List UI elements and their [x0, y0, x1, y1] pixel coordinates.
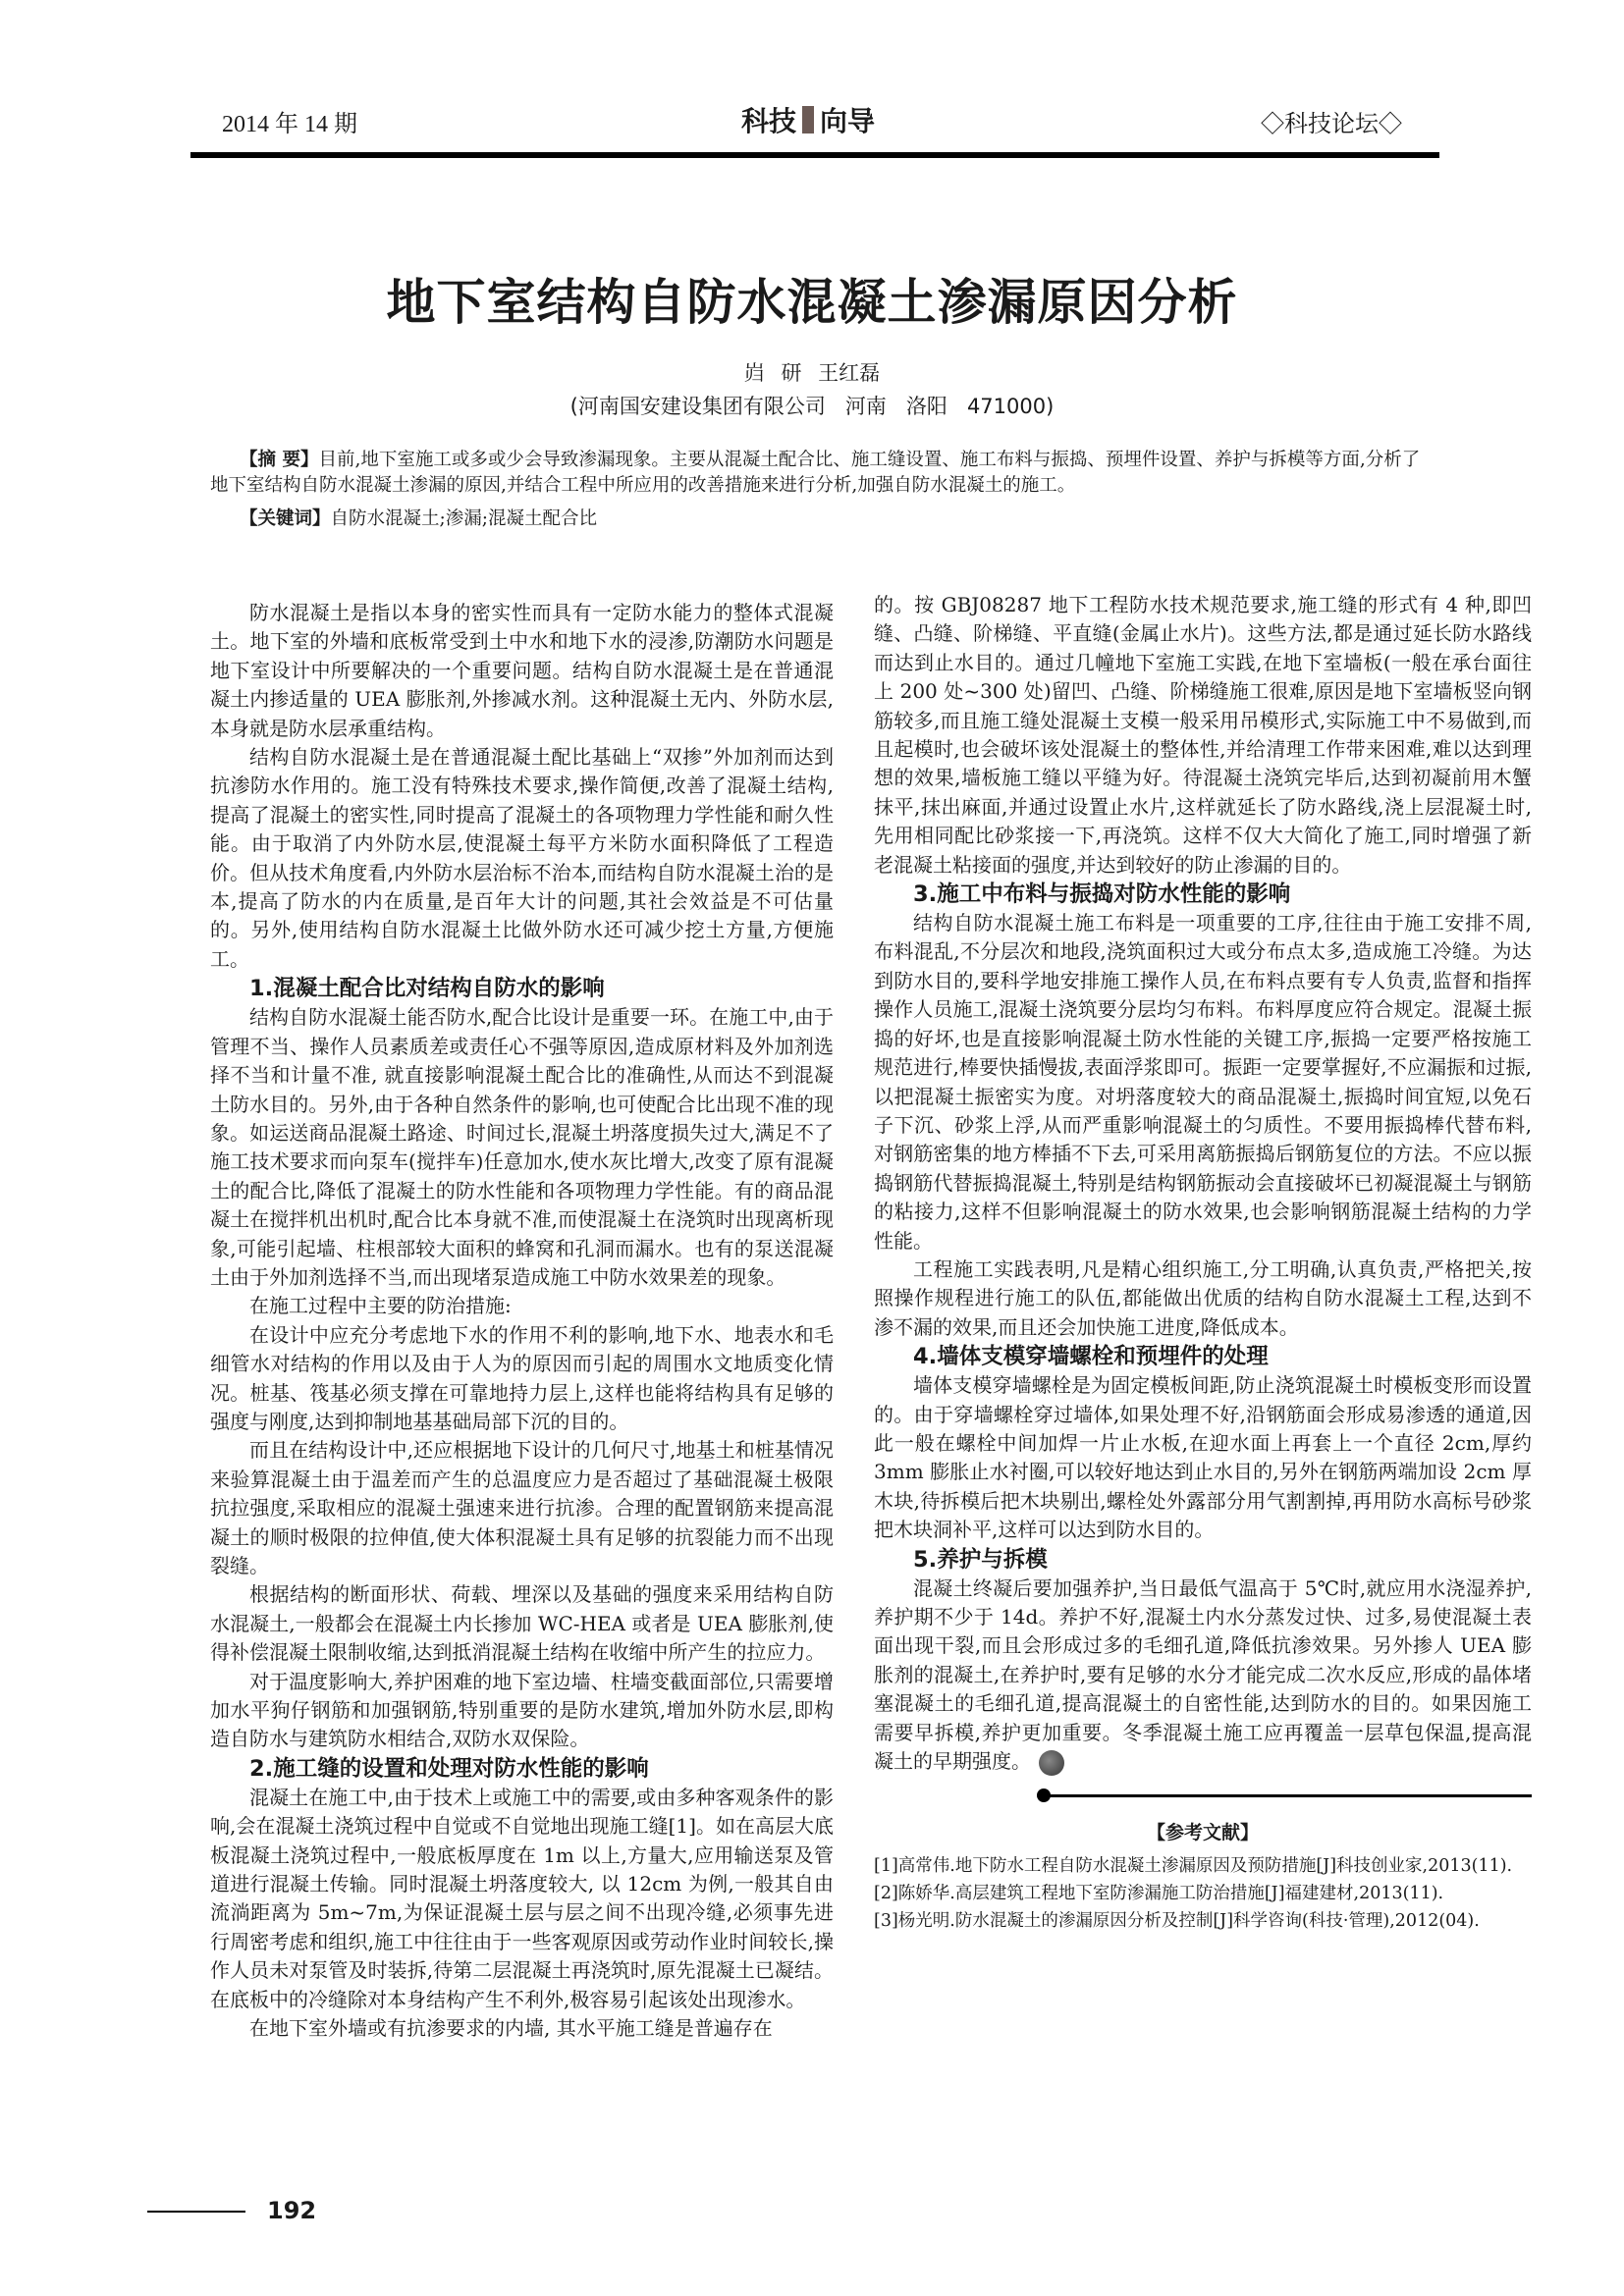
paragraph: 根据结构的断面形状、荷载、埋深以及基础的强度来采用结构自防水混凝土,一般都会在混凝土内长掺加 WC-HEA 或者是 UEA 膨胀剂,使得补偿混凝土限制收缩,达到抵消混凝土结构在收缩中所产生的拉应力。: [210, 1582, 834, 1665]
paragraph: 对于温度影响大,养护困难的地下室边墙、柱墙变截面部位,只需要增加水平狗仔钢筋和加强钢筋,特别重要的是防水建筑,增加外防水层,即构造自防水与建筑防水相结合,双防水双保险。: [210, 1669, 834, 1751]
journal-seal-icon: [802, 106, 814, 133]
right-column: [874, 591, 1532, 1935]
reference-item: [3]杨光明.防水混凝土的渗漏原因分析及控制[J]科学咨询(科技·管理),2012(04).: [874, 1910, 1480, 1931]
paragraph: 的。按 GBJ08287 地下工程防水技术规范要求,施工缝的形式有 4 种,即凹缝、凸缝、阶梯缝、平直缝(金属止水片)。这些方法,都是通过延长防水路线而达到止水目的。通过几幢地下室施工实践,在地下室墙板(一般在承台面往上 200 处~300 处)留凹、凸缝、阶梯缝施工很难,原因是地下室墙板竖向钢筋较多,而且施工缝处混凝土支模一般采用吊模形式,实际施工中不易做到,而且起模时,也会破坏该处混凝土的整体性,并给清理工作带来困难,难以达到理想的效果,墙板施工缝以平缝为好。待混凝土浇筑完毕后,达到初凝前用木蟹抹平,抹出麻面,并通过设置止水片,这样就延长了防水路线,浇上层混凝土时,先用相同配比砂浆接一下,再浇筑。这样不仅大大简化了施工,同时增强了新老混凝土粘接面的强度,并达到较好的防止渗漏的目的。: [874, 593, 1532, 877]
article-title: 地下室结构自防水混凝土渗漏原因分析: [386, 273, 1238, 331]
keywords: [210, 507, 1437, 532]
reference-item: [2]陈娇华.高层建筑工程地下室防渗漏施工防治措施[J]福建建材,2013(11).: [874, 1883, 1444, 1903]
paragraph: 混凝土在施工中,由于技术上或施工中的需要,或由多种客观条件的影响,会在混凝土浇筑过程中自觉或不自觉地出现施工缝[1]。如在高层大底板混凝土浇筑过程中,一般底板厚度在 1m 以上,方量大,应用输送泵及管道进行混凝土传输。同时混凝土坍落度较大, 以 12cm 为例,一般其自由流淌距离为 5m~7m,为保证混凝土层与层之间不出现冷缝,必须事先进行周密考虑和组织,施工中往往由于一些客观原因或劳动作业时间较长,操作人员未对泵管及时装拆,待第二层混凝土再浇筑时,原先混凝土已凝结。在底板中的冷缝除对本身结构产生不利外,极容易引起该处出现渗水。: [210, 1785, 834, 2011]
paragraph: 在设计中应充分考虑地下水的作用不利的影响,地下水、地表水和毛细管水对结构的作用以及由于人为的原因而引起的周围水文地质变化情况。桩基、筏基必须支撑在可靠地持力层上,这样也能将结构具有足够的强度与刚度,达到抑制地基基础局部下沉的目的。: [210, 1322, 834, 1433]
article-authors: 岿 研 王红磊: [743, 361, 881, 385]
abstract: [210, 448, 1437, 499]
references-title: 【参考文献】: [1146, 1822, 1259, 1844]
article-affiliation: (河南国安建设集团有限公司 河南 洛阳 471000): [569, 395, 1055, 418]
footer-rule: [147, 2211, 245, 2213]
issue-label: 2014 年 14 期: [222, 112, 357, 137]
abstract-label: 【摘 要】: [240, 450, 319, 470]
page-number: 192: [267, 2197, 317, 2224]
paragraph: 墙体支模穿墙螺栓是为固定模板间距,防止浇筑混凝土时模板变形而设置的。由于穿墙螺栓穿过墙体,如果处理不好,沿钢筋面会形成易渗透的通道,因此一般在螺栓中间加焊一片止水板,在迎水面上再套上一个直径 2cm,厚约 3mm 膨胀止水衬圈,可以较好地达到止水目的,另外在钢筋两端加设 2cm 厚木块,待拆模后把木块剔出,螺栓处外露部分用气割割掉,再用防水高标号砂浆把木块洞补平,这样可以达到防水目的。: [874, 1373, 1532, 1542]
section-label: ◇科技论坛◇: [1261, 112, 1402, 137]
end-mark-icon: 科: [1039, 1750, 1064, 1776]
reference-item: [1]高常伟.地下防水工程自防水混凝土渗漏原因及预防措施[J]科技创业家,2013(11).: [874, 1855, 1513, 1876]
left-column: [210, 599, 834, 2044]
journal-name-left: 科技: [741, 105, 797, 137]
divider-line: [1043, 1794, 1532, 1797]
paragraph: 结构自防水混凝土施工布料是一项重要的工序,往往由于施工安排不周,布料混乱,不分层次和地段,浇筑面积过大或分布点太多,造成施工冷缝。为达到防水目的,要科学地安排施工操作人员,在布料点要有专人负责,监督和指挥操作人员施工,混凝土浇筑要分层均匀布料。布料厚度应符合规定。混凝土振捣的好坏,也是直接影响混凝土防水性能的关键工序,振捣一定要严格按施工规范进行,棒要快插慢拔,表面浮浆即可。振距一定要掌握好,不应漏振和过振,以把混凝土振密实为度。对坍落度较大的商品混凝土,振捣时间宜短,以免石子下沉、砂浆上浮,从而严重影响混凝土的匀质性。不要用振捣棒代替布料,对钢筋密集的地方棒插不下去,可采用离筋振捣后钢筋复位的方法。不应以振捣钢筋代替振捣混凝土,特别是结构钢筋振动会直接破坏已初凝混凝土与钢筋的粘接力,这样不但影响混凝土的防水效果,也会影响钢筋混凝土结构的力学性能。: [874, 911, 1532, 1253]
paragraph: 防水混凝土是指以本身的密实性而具有一定防水能力的整体式混凝土。地下室的外墙和底板常受到土中水和地下水的浸渗,防潮防水问题是地下室设计中所要解决的一个重要问题。结构自防水混凝土是在普通混凝土内掺适量的 UEA 膨胀剂,外掺减水剂。这种混凝土无内、外防水层,本身就是防水层承重结构。: [210, 601, 834, 740]
journal-name-right: 向导: [820, 105, 876, 137]
journal-logo: [741, 100, 875, 139]
section-heading-2: 2.施工缝的设置和处理对防水性能的影响: [249, 1755, 649, 1782]
section-heading-3: 3.施工中布料与振捣对防水性能的影响: [913, 881, 1291, 908]
abstract-text: 目前,地下室施工或多或少会导致渗漏现象。主要从混凝土配合比、施工缝设置、施工布料与振捣、预埋件设置、养护与拆模等方面,分析了地下室结构自防水混凝土渗漏的原因,并结合工程中所应用的改善措施来进行分析,加强自防水混凝土的施工。: [210, 450, 1421, 496]
paragraph-text: 混凝土终凝后要加强养护,当日最低气温高于 5℃时,就应用水浇湿养护,养护期不少于 14d。养护不好,混凝土内水分蒸发过快、过多,易使混凝土表面出现干裂,而且会形成过多的毛细孔道,降低抗渗效果。另外掺人 UEA 膨胀剂的混凝土,在养护时,要有足够的水分才能完成二次水反应,形成的晶体堵塞混凝土的毛细孔道,提高混凝土的自密性能,达到防水的目的。如果因施工需要早拆模,养护更加重要。冬季混凝土施工应再覆盖一层草包保温,提高混凝土的早期强度。: [874, 1575, 1532, 1774]
keywords-label: 【关键词】: [240, 508, 331, 529]
paragraph: 结构自防水混凝土能否防水,配合比设计是重要一环。在施工中,由于管理不当、操作人员素质差或责任心不强等原因,造成原材料及外加剂选择不当和计量不准, 就直接影响混凝土配合比的准确性,从而达不到混凝土防水目的。另外,由于各种自然条件的影响,也可使配合比出现不准的现象。如运送商品混凝土路途、时间过长,混凝土坍落度损失过大,满足不了施工技术要求而向泵车(搅拌车)任意加水,使水灰比增大,改变了原有混凝土的配合比,降低了混凝土的防水性能和各项物理力学性能。有的商品混凝土在搅拌机出机时,配合比本身就不准,而使混凝土在浇筑时出现离析现象,可能引起墙、柱根部较大面积的蜂窝和孔洞而漏水。也有的泵送混凝土由于外加剂选择不当,而出现堵泵造成施工中防水效果差的现象。: [210, 1005, 834, 1289]
paragraph: [874, 1575, 1532, 1777]
paragraph: 在施工过程中主要的防治措施:: [249, 1294, 512, 1318]
paragraph: 在地下室外墙或有抗渗要求的内墙, 其水平施工缝是普遍存在: [249, 2016, 773, 2041]
end-divider: [874, 1786, 1532, 1805]
paragraph: 而且在结构设计中,还应根据地下设计的几何尺寸,地基土和桩基情况来验算混凝土由于温差而产生的总温度应力是否超过了基础混凝土极限抗拉强度,采取相应的混凝土强速来进行抗渗。合理的配置钢筋来提高混凝土的顺时极限的拉伸值,使大体积混凝土具有足够的抗裂能力而不出现裂缝。: [210, 1438, 834, 1577]
paragraph: 工程施工实践表明,凡是精心组织施工,分工明确,认真负责,严格把关,按照操作规程进行施工的队伍,都能做出优质的结构自防水混凝土工程,达到不渗不漏的效果,而且还会加快施工进度,降低成本。: [874, 1256, 1532, 1339]
section-heading-4: 4.墙体支模穿墙螺栓和预埋件的处理: [913, 1344, 1269, 1370]
section-heading-5: 5.养护与拆模: [913, 1546, 1048, 1573]
keywords-text: 自防水混凝土;渗漏;混凝土配合比: [330, 508, 597, 529]
paragraph: 结构自防水混凝土是在普通混凝土配比基础上“双掺”外加剂而达到抗渗防水作用的。施工没有特殊技术要求,操作简便,改善了混凝土结构,提高了混凝土的密实性,同时提高了混凝土的各项物理力学性能和耐久性能。由于取消了内外防水层,使混凝土每平方米防水面积降低了工程造价。但从技术角度看,内外防水层治标不治本,而结构自防水混凝土治的是本,提高了防水的内在质量,是百年大计的问题,其社会效益是不可估量的。另外,使用结构自防水混凝土比做外防水还可减少挖土方量,方便施工。: [210, 745, 834, 971]
header-rule: [190, 152, 1439, 158]
section-heading-1: 1.混凝土配合比对结构自防水的影响: [249, 976, 605, 1002]
